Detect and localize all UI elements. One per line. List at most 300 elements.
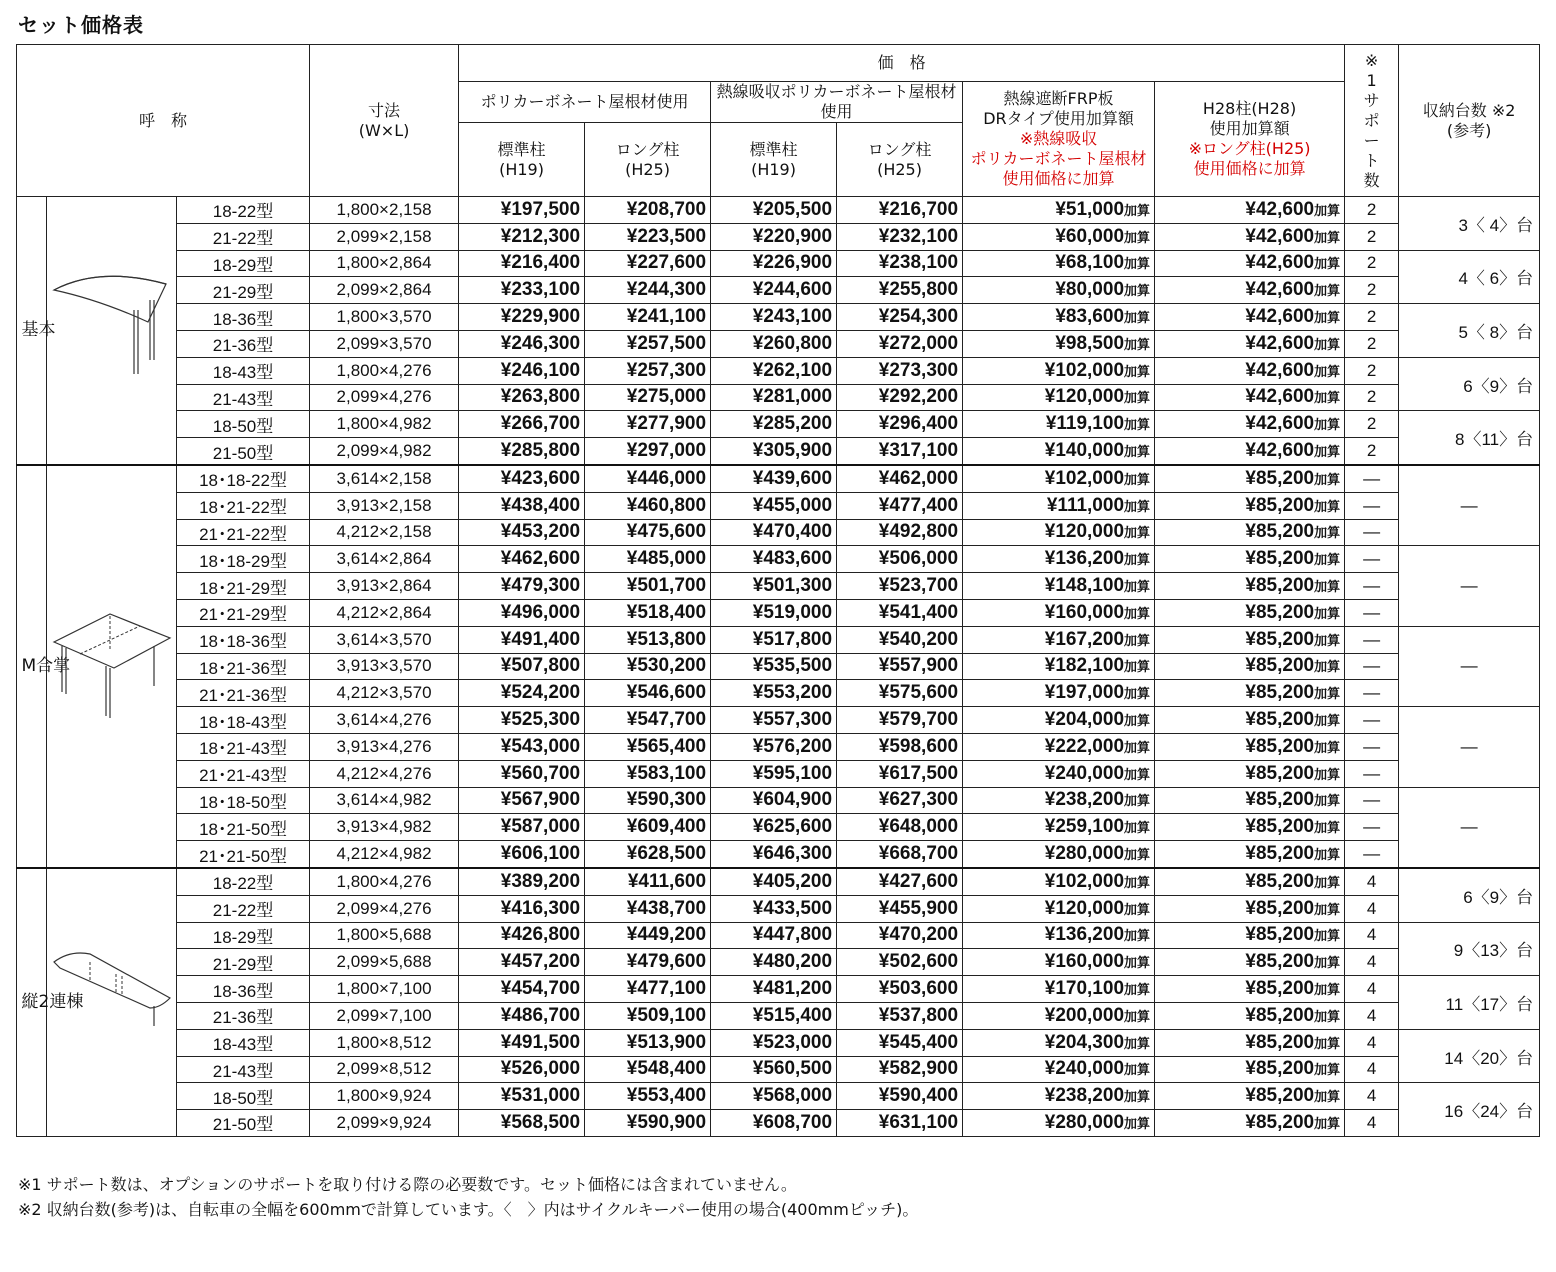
h28-addition xyxy=(1155,922,1345,949)
h28-amount: ¥85,200 xyxy=(1245,628,1315,650)
price-cell: ¥427,600 xyxy=(837,868,963,895)
model-name: 18-29型 xyxy=(177,922,310,949)
frp-amount: ¥102,000 xyxy=(1044,359,1125,381)
h28-addition xyxy=(1155,1083,1345,1110)
kasan-label: 加算 xyxy=(1124,847,1151,863)
header-std-h: (H19) xyxy=(499,159,544,179)
support-count: ― xyxy=(1345,760,1399,787)
h28-amount: ¥42,600 xyxy=(1245,332,1315,354)
frp-amount: ¥111,000 xyxy=(1046,494,1125,516)
price-cell: ¥576,200 xyxy=(711,733,837,760)
model-name: 18-22型 xyxy=(177,868,310,895)
table-row xyxy=(17,573,1540,600)
table-row xyxy=(17,1056,1540,1083)
price-cell: ¥604,900 xyxy=(711,787,837,814)
price-cell: ¥506,000 xyxy=(837,546,963,573)
h28-amount: ¥85,200 xyxy=(1245,870,1315,892)
frp-amount: ¥51,000 xyxy=(1055,198,1125,220)
category-figure xyxy=(47,465,177,868)
header-long-label: ロング柱 xyxy=(867,139,932,159)
support-count: ― xyxy=(1345,492,1399,519)
price-cell: ¥582,900 xyxy=(837,1056,963,1083)
table-row xyxy=(17,277,1540,304)
support-count: ― xyxy=(1345,626,1399,653)
model-name: 18･21-50型 xyxy=(177,814,310,841)
support-count: 2 xyxy=(1345,304,1399,331)
h28-addition xyxy=(1155,814,1345,841)
h28-amount: ¥85,200 xyxy=(1245,1031,1315,1053)
price-cell: ¥255,800 xyxy=(837,277,963,304)
header-price: 価 格 xyxy=(459,45,1345,82)
price-cell: ¥446,000 xyxy=(585,465,711,492)
frp-addition xyxy=(963,411,1155,438)
price-cell: ¥411,600 xyxy=(585,868,711,895)
table-body xyxy=(17,197,1540,1137)
kasan-label: 加算 xyxy=(1124,982,1151,997)
price-cell: ¥492,800 xyxy=(837,519,963,546)
h28-addition xyxy=(1155,197,1345,224)
price-cell: ¥518,400 xyxy=(585,599,711,626)
support-count: ― xyxy=(1345,814,1399,841)
h28-amount: ¥85,200 xyxy=(1245,924,1315,946)
kasan-label: 加算 xyxy=(1314,579,1341,595)
kasan-label: 加算 xyxy=(1314,283,1341,299)
price-cell: ¥426,800 xyxy=(459,922,585,949)
h28-addition xyxy=(1155,949,1345,976)
price-cell: ¥608,700 xyxy=(711,1110,837,1137)
h28-amount: ¥42,600 xyxy=(1245,440,1315,462)
price-cell: ¥617,500 xyxy=(837,760,963,787)
kasan-label: 加算 xyxy=(1124,686,1151,702)
basic-carport-figure xyxy=(50,270,174,390)
header-std-h: (H19) xyxy=(751,159,796,179)
model-name: 21-22型 xyxy=(177,895,310,922)
price-cell: ¥277,900 xyxy=(585,411,711,438)
frp-addition xyxy=(963,304,1155,331)
frp-amount: ¥160,000 xyxy=(1044,601,1125,623)
price-cell: ¥560,500 xyxy=(711,1056,837,1083)
storage-count: ― xyxy=(1399,707,1540,787)
frp-amount: ¥60,000 xyxy=(1055,225,1125,247)
price-cell: ¥389,200 xyxy=(459,868,585,895)
model-name: 21-29型 xyxy=(177,277,310,304)
kasan-label: 加算 xyxy=(1124,713,1151,729)
dimensions: 3,614×2,864 xyxy=(310,546,459,573)
support-count: ― xyxy=(1345,653,1399,680)
price-cell: ¥462,600 xyxy=(459,546,585,573)
price-cell: ¥475,600 xyxy=(585,519,711,546)
h28-amount: ¥42,600 xyxy=(1245,413,1315,435)
price-cell: ¥567,900 xyxy=(459,787,585,814)
table-row xyxy=(17,1002,1540,1029)
price-cell: ¥590,400 xyxy=(837,1083,963,1110)
storage-count: 11〈17〉台 xyxy=(1399,976,1540,1030)
frp-amount: ¥98,500 xyxy=(1055,332,1125,354)
price-cell: ¥477,100 xyxy=(585,976,711,1003)
price-table xyxy=(16,44,1540,1137)
frp-amount: ¥83,600 xyxy=(1055,306,1125,328)
model-name: 18･21-43型 xyxy=(177,733,310,760)
table-row xyxy=(17,922,1540,949)
kasan-label: 加算 xyxy=(1314,202,1341,218)
price-cell: ¥405,200 xyxy=(711,868,837,895)
dimensions: 2,099×4,982 xyxy=(310,438,459,465)
header-frp-l4: ポリカーボネート屋根材 xyxy=(970,149,1147,168)
kasan-label: 加算 xyxy=(1314,793,1341,809)
h28-amount: ¥85,200 xyxy=(1245,1004,1315,1026)
price-cell: ¥524,200 xyxy=(459,680,585,707)
price-cell: ¥496,000 xyxy=(459,599,585,626)
kasan-label: 加算 xyxy=(1314,1089,1341,1105)
h28-addition xyxy=(1155,1056,1345,1083)
kasan-label: 加算 xyxy=(1314,632,1341,648)
price-cell: ¥244,600 xyxy=(711,277,837,304)
kasan-label: 加算 xyxy=(1314,766,1341,782)
dimensions: 1,800×9,924 xyxy=(310,1083,459,1110)
h28-addition xyxy=(1155,599,1345,626)
frp-amount: ¥200,000 xyxy=(1044,1004,1125,1026)
table-row xyxy=(17,357,1540,384)
price-cell: ¥447,800 xyxy=(711,922,837,949)
kasan-label: 加算 xyxy=(1124,283,1151,299)
table-row xyxy=(17,868,1540,895)
price-cell: ¥480,200 xyxy=(711,949,837,976)
dimensions: 1,800×3,570 xyxy=(310,304,459,331)
frp-amount: ¥204,300 xyxy=(1044,1031,1125,1053)
model-name: 21-29型 xyxy=(177,949,310,976)
h28-amount: ¥85,200 xyxy=(1245,1111,1315,1133)
price-cell: ¥232,100 xyxy=(837,223,963,250)
header-hpc-std xyxy=(711,123,837,197)
footnotes xyxy=(18,1172,918,1222)
model-name: 18-36型 xyxy=(177,976,310,1003)
price-cell: ¥590,300 xyxy=(585,787,711,814)
kasan-label: 加算 xyxy=(1314,417,1341,433)
price-cell: ¥205,500 xyxy=(711,197,837,224)
h28-amount: ¥85,200 xyxy=(1245,843,1315,865)
price-cell: ¥285,800 xyxy=(459,438,585,465)
table-row xyxy=(17,1083,1540,1110)
price-cell: ¥233,100 xyxy=(459,277,585,304)
price-cell: ¥523,000 xyxy=(711,1029,837,1056)
price-cell: ¥537,800 xyxy=(837,1002,963,1029)
price-cell: ¥263,800 xyxy=(459,384,585,411)
model-name: 21-36型 xyxy=(177,330,310,357)
price-cell: ¥275,000 xyxy=(585,384,711,411)
frp-amount: ¥280,000 xyxy=(1044,1111,1125,1133)
kasan-label: 加算 xyxy=(1124,579,1151,595)
price-cell: ¥579,700 xyxy=(837,707,963,734)
kasan-label: 加算 xyxy=(1124,1115,1151,1131)
h28-amount: ¥42,600 xyxy=(1245,225,1315,247)
support-count: ― xyxy=(1345,733,1399,760)
frp-amount: ¥204,000 xyxy=(1044,709,1125,731)
h28-amount: ¥85,200 xyxy=(1245,548,1315,570)
frp-addition xyxy=(963,841,1155,868)
model-name: 18･18-22型 xyxy=(177,465,310,492)
frp-amount: ¥120,000 xyxy=(1044,521,1125,543)
price-cell: ¥257,300 xyxy=(585,357,711,384)
frp-amount: ¥222,000 xyxy=(1044,735,1125,757)
price-cell: ¥479,600 xyxy=(585,949,711,976)
category-text: 縦2連棟 xyxy=(21,992,84,1013)
kasan-label: 加算 xyxy=(1124,229,1151,245)
kasan-label: 加算 xyxy=(1124,901,1151,917)
price-cell: ¥292,200 xyxy=(837,384,963,411)
h28-addition xyxy=(1155,1029,1345,1056)
h28-addition xyxy=(1155,707,1345,734)
price-cell: ¥525,300 xyxy=(459,707,585,734)
support-count: ― xyxy=(1345,465,1399,492)
storage-count: 14〈20〉台 xyxy=(1399,1029,1540,1083)
price-cell: ¥438,400 xyxy=(459,492,585,519)
support-count: 2 xyxy=(1345,411,1399,438)
frp-amount: ¥136,200 xyxy=(1044,924,1125,946)
header-pc-long xyxy=(585,123,711,197)
h28-amount: ¥42,600 xyxy=(1245,198,1315,220)
kasan-label: 加算 xyxy=(1124,1089,1151,1105)
table-row xyxy=(17,330,1540,357)
price-cell: ¥486,700 xyxy=(459,1002,585,1029)
kasan-label: 加算 xyxy=(1124,1062,1151,1078)
kasan-label: 加算 xyxy=(1124,766,1151,782)
frp-addition xyxy=(963,465,1155,492)
table-row xyxy=(17,760,1540,787)
frp-amount: ¥140,000 xyxy=(1044,440,1125,462)
price-cell: ¥455,000 xyxy=(711,492,837,519)
price-cell: ¥246,300 xyxy=(459,330,585,357)
price-cell: ¥513,900 xyxy=(585,1029,711,1056)
dimensions: 2,099×9,924 xyxy=(310,1110,459,1137)
price-cell: ¥485,000 xyxy=(585,546,711,573)
h28-addition xyxy=(1155,895,1345,922)
price-cell: ¥507,800 xyxy=(459,653,585,680)
dimensions: 3,913×2,158 xyxy=(310,492,459,519)
storage-count: 4〈 6〉台 xyxy=(1399,250,1540,304)
kasan-label: 加算 xyxy=(1124,955,1151,971)
price-cell: ¥455,900 xyxy=(837,895,963,922)
h28-amount: ¥85,200 xyxy=(1245,978,1315,999)
price-cell: ¥553,200 xyxy=(711,680,837,707)
dimensions: 3,614×3,570 xyxy=(310,626,459,653)
dimensions: 3,913×4,276 xyxy=(310,733,459,760)
price-cell: ¥257,500 xyxy=(585,330,711,357)
table-row xyxy=(17,411,1540,438)
kasan-label: 加算 xyxy=(1124,659,1151,675)
model-name: 18-43型 xyxy=(177,1029,310,1056)
model-name: 18-36型 xyxy=(177,304,310,331)
dimensions: 3,614×2,158 xyxy=(310,465,459,492)
dimensions: 2,099×4,276 xyxy=(310,384,459,411)
frp-addition xyxy=(963,492,1155,519)
model-name: 18-22型 xyxy=(177,197,310,224)
h28-amount: ¥85,200 xyxy=(1245,494,1315,516)
header-support-label: ※1サポート数 xyxy=(1363,50,1380,190)
price-cell: ¥568,500 xyxy=(459,1110,585,1137)
frp-addition xyxy=(963,760,1155,787)
price-cell: ¥517,800 xyxy=(711,626,837,653)
kasan-label: 加算 xyxy=(1314,955,1341,971)
table-row xyxy=(17,626,1540,653)
support-count: ― xyxy=(1345,519,1399,546)
price-cell: ¥285,200 xyxy=(711,411,837,438)
kasan-label: 加算 xyxy=(1314,498,1341,514)
frp-addition xyxy=(963,330,1155,357)
frp-addition xyxy=(963,787,1155,814)
price-cell: ¥545,400 xyxy=(837,1029,963,1056)
model-name: 18･21-22型 xyxy=(177,492,310,519)
kasan-label: 加算 xyxy=(1314,256,1341,272)
storage-count: ― xyxy=(1399,787,1540,868)
h28-amount: ¥85,200 xyxy=(1245,709,1315,731)
frp-amount: ¥238,200 xyxy=(1044,789,1125,811)
dimensions: 3,614×4,982 xyxy=(310,787,459,814)
frp-amount: ¥167,200 xyxy=(1044,628,1125,650)
category-figure xyxy=(47,197,177,465)
price-cell: ¥568,000 xyxy=(711,1083,837,1110)
h28-addition xyxy=(1155,492,1345,519)
model-name: 21-50型 xyxy=(177,1110,310,1137)
frp-addition xyxy=(963,922,1155,949)
support-count: 4 xyxy=(1345,976,1399,1003)
h28-addition xyxy=(1155,250,1345,277)
storage-count: ― xyxy=(1399,546,1540,626)
model-name: 18-43型 xyxy=(177,357,310,384)
h28-amount: ¥42,600 xyxy=(1245,252,1315,274)
price-cell: ¥477,400 xyxy=(837,492,963,519)
kasan-label: 加算 xyxy=(1314,471,1341,487)
support-count: ― xyxy=(1345,787,1399,814)
h28-amount: ¥85,200 xyxy=(1245,897,1315,919)
price-cell: ¥223,500 xyxy=(585,223,711,250)
frp-amount: ¥102,000 xyxy=(1044,870,1125,892)
price-cell: ¥439,600 xyxy=(711,465,837,492)
price-cell: ¥531,000 xyxy=(459,1083,585,1110)
price-cell: ¥212,300 xyxy=(459,223,585,250)
model-name: 21･21-22型 xyxy=(177,519,310,546)
kasan-label: 加算 xyxy=(1314,1115,1341,1131)
model-name: 21-22型 xyxy=(177,223,310,250)
header-dim-label: 寸法 xyxy=(368,100,401,120)
header-storage-label: 収納台数 ※2 xyxy=(1422,100,1516,120)
price-cell: ¥462,000 xyxy=(837,465,963,492)
price-cell: ¥266,700 xyxy=(459,411,585,438)
model-name: 18･18-50型 xyxy=(177,787,310,814)
header-h28-l3: ※ロング柱(H25) xyxy=(1188,139,1311,158)
storage-count: 6〈9〉台 xyxy=(1399,868,1540,922)
kasan-label: 加算 xyxy=(1314,928,1341,944)
frp-addition xyxy=(963,733,1155,760)
model-name: 18･18-43型 xyxy=(177,707,310,734)
header-pc-std xyxy=(459,123,585,197)
dimensions: 4,212×3,570 xyxy=(310,680,459,707)
h28-amount: ¥85,200 xyxy=(1245,816,1315,838)
support-count: 4 xyxy=(1345,1029,1399,1056)
price-cell: ¥606,100 xyxy=(459,841,585,868)
price-cell: ¥297,000 xyxy=(585,438,711,465)
model-name: 21-50型 xyxy=(177,438,310,465)
price-cell: ¥317,100 xyxy=(837,438,963,465)
table-row xyxy=(17,546,1540,573)
dimensions: 1,800×4,276 xyxy=(310,357,459,384)
header-storage xyxy=(1399,45,1540,197)
footnote-support: ※1 サポート数は、オプションのサポートを取り付ける際の必要数です。セット価格には含まれていません。 xyxy=(18,1175,797,1194)
table-row xyxy=(17,492,1540,519)
kasan-label: 加算 xyxy=(1124,552,1151,568)
price-cell: ¥457,200 xyxy=(459,949,585,976)
price-cell: ¥433,500 xyxy=(711,895,837,922)
price-cell: ¥513,800 xyxy=(585,626,711,653)
price-cell: ¥631,100 xyxy=(837,1110,963,1137)
table-header xyxy=(17,45,1540,197)
kasan-label: 加算 xyxy=(1124,928,1151,944)
price-cell: ¥246,100 xyxy=(459,357,585,384)
kasan-label: 加算 xyxy=(1124,874,1151,890)
price-cell: ¥648,000 xyxy=(837,814,963,841)
kasan-label: 加算 xyxy=(1124,632,1151,648)
kasan-label: 加算 xyxy=(1314,552,1341,568)
kasan-label: 加算 xyxy=(1124,739,1151,755)
h28-amount: ¥42,600 xyxy=(1245,359,1315,381)
price-cell: ¥565,400 xyxy=(585,733,711,760)
header-long-h: (H25) xyxy=(625,159,670,179)
model-name: 18･21-36型 xyxy=(177,653,310,680)
price-cell: ¥646,300 xyxy=(711,841,837,868)
header-dim-unit: (W×L) xyxy=(358,120,410,140)
kasan-label: 加算 xyxy=(1314,390,1341,406)
frp-addition xyxy=(963,976,1155,1003)
kasan-label: 加算 xyxy=(1124,390,1151,406)
model-name: 18-50型 xyxy=(177,411,310,438)
price-cell: ¥241,100 xyxy=(585,304,711,331)
table-row xyxy=(17,680,1540,707)
price-cell: ¥449,200 xyxy=(585,922,711,949)
price-cell: ¥553,400 xyxy=(585,1083,711,1110)
support-count: 4 xyxy=(1345,949,1399,976)
frp-amount: ¥280,000 xyxy=(1044,843,1125,865)
header-frp-l5: 使用価格に加算 xyxy=(1002,169,1115,188)
header-storage-ref: (参考) xyxy=(1446,120,1492,140)
kasan-label: 加算 xyxy=(1314,525,1341,541)
price-cell: ¥305,900 xyxy=(711,438,837,465)
h28-addition xyxy=(1155,760,1345,787)
frp-addition xyxy=(963,384,1155,411)
model-name: 18･18-36型 xyxy=(177,626,310,653)
h28-addition xyxy=(1155,546,1345,573)
h28-addition xyxy=(1155,787,1345,814)
frp-addition xyxy=(963,814,1155,841)
price-cell: ¥628,500 xyxy=(585,841,711,868)
dimensions: 4,212×2,158 xyxy=(310,519,459,546)
price-cell: ¥272,000 xyxy=(837,330,963,357)
price-cell: ¥454,700 xyxy=(459,976,585,1003)
h28-addition xyxy=(1155,304,1345,331)
header-std-label: 標準柱 xyxy=(497,139,546,159)
header-heat-polycarbonate: 熱線吸収ポリカーボネート屋根材使用 xyxy=(711,82,963,123)
h28-addition xyxy=(1155,626,1345,653)
support-count: ― xyxy=(1345,573,1399,600)
price-cell: ¥609,400 xyxy=(585,814,711,841)
header-h28-l1: H28柱(H28) xyxy=(1202,99,1297,118)
support-count: 4 xyxy=(1345,895,1399,922)
table-row xyxy=(17,1029,1540,1056)
h28-addition xyxy=(1155,384,1345,411)
model-name: 18･21-29型 xyxy=(177,573,310,600)
table-row xyxy=(17,599,1540,626)
header-h28 xyxy=(1155,82,1345,197)
kasan-label: 加算 xyxy=(1314,713,1341,729)
frp-amount: ¥160,000 xyxy=(1044,951,1125,973)
